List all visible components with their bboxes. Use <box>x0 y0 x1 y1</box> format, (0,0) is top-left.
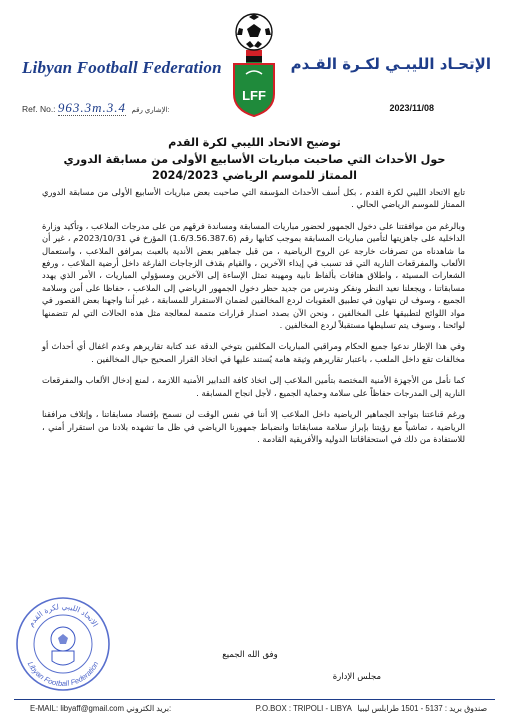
federation-name-en: Libyan Football Federation <box>22 58 222 77</box>
reference-number <box>22 100 170 116</box>
ref-label-ar: الإشاري رقم: <box>131 107 170 114</box>
email-label: E-MAIL: <box>30 704 59 713</box>
address-en: P.O.BOX : TRIPOLI - LIBYA <box>255 704 352 713</box>
stamp-text-ar: الاتحاد الليبي لكرة القدم <box>26 601 100 629</box>
paragraph-5: ورغم قناعتنا بتواجد الجماهير الرياضية داخل الملاعب إلا أننا في نفس الوقت لن نسمح بإفساد مسابقاتنا ، وإتلاف مرافقنا الرياضية ، تماشياً مع رؤيتنا بإبراز سلامة مسابقاتنا وانضباط جمهورنا الرياضي في ظل ما تشهده بلادنا من استقرار أمني ، للاستفادة من ذلك في استحقاقاتنا الدولية والأفريقية القادمة . <box>42 409 465 444</box>
signature-board: مجلس الإدارة <box>332 672 381 682</box>
lff-logo <box>224 8 284 118</box>
email-label-ar: بريد الكتروني: <box>126 704 172 713</box>
title-line-2: حول الأحداث التي صاحبت مباريات الأسابيع الأولى من مسابقة الدوري <box>63 152 446 166</box>
letter-date: 2023/11/08 <box>389 103 434 113</box>
document-title <box>40 135 469 185</box>
paragraph-2: وبالرغم من موافقتنا على دخول الجمهور لحضور مباريات المسابقة ومساندة فرقهم من على مدرجات الملاعب ، وتأكيد وزارة الداخلية على جاهزيتها لتأمين مباريات المسابقة بموجب كتابها رقم (1.6/3.56.387.6) المؤرخ في 2023/10/31م ، غير أن ما شاهدناه من تصرفات خارجة عن الروح الرياضية ، من قبل جماهير بعض الأندية بالعبث بمرافق الملاعب ، واستعمال الألعاب والمفرقعات النارية التي قد تسبب في إيذاء الآخرين ، والقيام بقذف الزجاجات الفارغة داخل أرضية الملاعب ، ورفع الشعارات المسيئة ، واطلاق هتافات بألفاظ نابية ومهينة تمثل الإساءة إلى الآخرين ومسؤولي المباريات ، الأمر الذي يهدد مسابقاتنا ، ويجعلنا نعيد النظر ونفكر وندرس من جديد حظر دخول الجمهور الرياضي إلى الملاعب ، حفاظا على أمن وسلامة الجميع ، وسوف لن نتهاون في تطبيق العقوبات لردع المخالفين لضمان الاستقرار للمسابقة ، غير أننا واجهنا بعض القصور في مواد اللوائح لتطبيقها على المخالفين ، ونحن الآن بصدد اصدار قرارات متممة لمعالجة مثل هذه الحالات التي لم تتضمنها لوائحنا ، وسوف يتم تسليطها مستقبلاً لردع المخالفين . <box>42 220 466 331</box>
logo-text: LFF <box>242 88 266 103</box>
official-stamp <box>14 595 112 693</box>
paragraph-3: وفي هذا الإطار ندعوا جميع الحكام ومراقبي المباريات المكلفين بتوخي الدقة عند كتابة تقاريرهم وعدم اغفال أي أحداث أو مخالفات تقع داخل الملعب ، باعتبار تقاريرهم وثيقة هامة يُستند عليها في اتخاذ القرار الصحيح حيال المخالفين . <box>42 341 465 364</box>
address-ar: صندوق بريد : 5137 - 1501 طرابلس ليبيا <box>357 704 487 713</box>
ref-number-handwritten: 963.3m.3.4 <box>57 100 127 115</box>
letter-body <box>42 186 465 454</box>
federation-name-ar: الإتحـاد الليبـي لكـرة القـدم <box>290 55 491 73</box>
title-line-3: الممتاز للموسم الرياضي 2024/2023 <box>152 169 357 182</box>
title-line-1: توضيح الاتحاد الليبي لكرة القدم <box>168 136 341 149</box>
footer-address <box>256 704 487 713</box>
footer-email <box>30 704 171 713</box>
paragraph-4: كما نأمل من الأجهزة الأمنية المختصة بتأمين الملاعب إلى اتخاذ كافة التدابير الأمنية اللازمة ، لمنع إدخال الألعاب والمفرقعات النارية إلى المدرجات حفاظاً على سلامة وحماية الجميع ، لأجل انجاح المسابقة . <box>42 375 465 398</box>
svg-text:Libyan Football Federation <box>26 660 101 688</box>
ref-label: Ref. No.: <box>22 104 56 114</box>
paragraph-1: تابع الاتحاد الليبي لكرة القدم ، بكل أسف الأحداث المؤسفة التي صاحبت بعض مباريات الأسابيع الأولى من مسابقة الدوري الممتاز للموسم الرياضي الحالي . <box>42 187 465 210</box>
email-address[interactable]: libyaff@gmail.com <box>60 704 125 713</box>
footer-divider <box>14 699 495 700</box>
stamp-text-en: Libyan Football Federation <box>25 659 101 689</box>
closing-blessing: وفق الله الجميع <box>222 650 278 660</box>
